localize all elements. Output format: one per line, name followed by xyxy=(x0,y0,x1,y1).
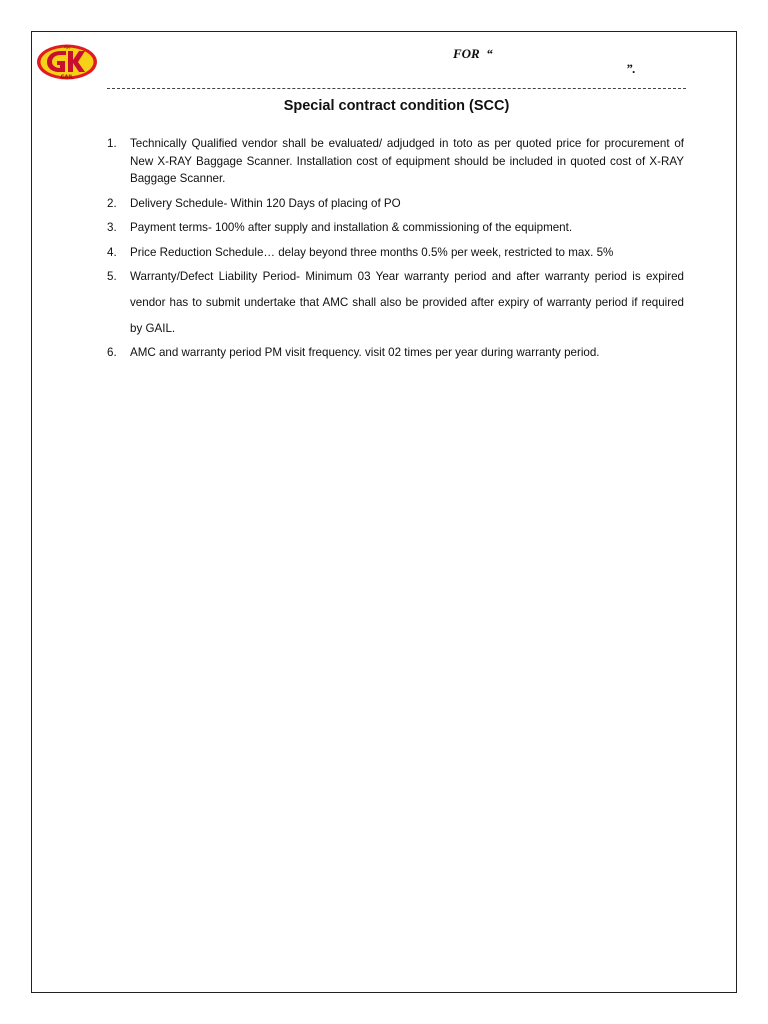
clause-list xyxy=(107,135,684,369)
page-title: Special contract condition (SCC) xyxy=(283,98,510,114)
clause-text: Technically Qualified vendor shall be evaluated/ adjudged in toto as per quoted price for procurement of New X-RAY Baggage Scanner. Installation cost of equipment should be included in quoted cost of X-RAY Baggage Scanner. xyxy=(130,137,684,185)
clause-text: AMC and warranty period PM visit frequency. visit 02 times per year during warranty period. xyxy=(130,346,600,359)
header-divider xyxy=(107,88,686,89)
clause-text: Price Reduction Schedule… delay beyond three months 0.5% per week, restricted to max. 5% xyxy=(130,245,614,259)
header-for-text: FOR “ xyxy=(453,46,493,61)
clause-item-1 xyxy=(107,135,684,188)
clause-number: 6. xyxy=(107,346,117,359)
clause-item-6 xyxy=(107,344,684,362)
clause-text: Warranty/Defect Liability Period- Minimum 03 Year warranty period and after warranty period is expired vendor has to submit undertake that AMC shall also be provided after expiry of warranty period if required by GAIL. xyxy=(130,270,684,335)
clause-number: 2. xyxy=(107,196,117,210)
clause-number: 5. xyxy=(107,270,117,283)
clause-text: Delivery Schedule- Within 120 Days of placing of PO xyxy=(130,196,401,210)
logo-text: GAIL xyxy=(60,75,74,81)
clause-number: 1. xyxy=(107,137,117,150)
svg-text:गेल: गेल xyxy=(64,46,70,52)
clause-item-4 xyxy=(107,244,684,262)
clause-item-2 xyxy=(107,195,684,213)
gail-logo-icon xyxy=(36,43,98,81)
clause-item-3 xyxy=(107,219,684,237)
clause-item-5 xyxy=(107,264,684,342)
clause-text: Payment terms- 100% after supply and installation & commissioning of the equipment. xyxy=(130,221,573,234)
header-closing-quote: ”. xyxy=(626,61,636,76)
clause-number: 3. xyxy=(107,221,117,234)
clause-number: 4. xyxy=(107,245,117,259)
